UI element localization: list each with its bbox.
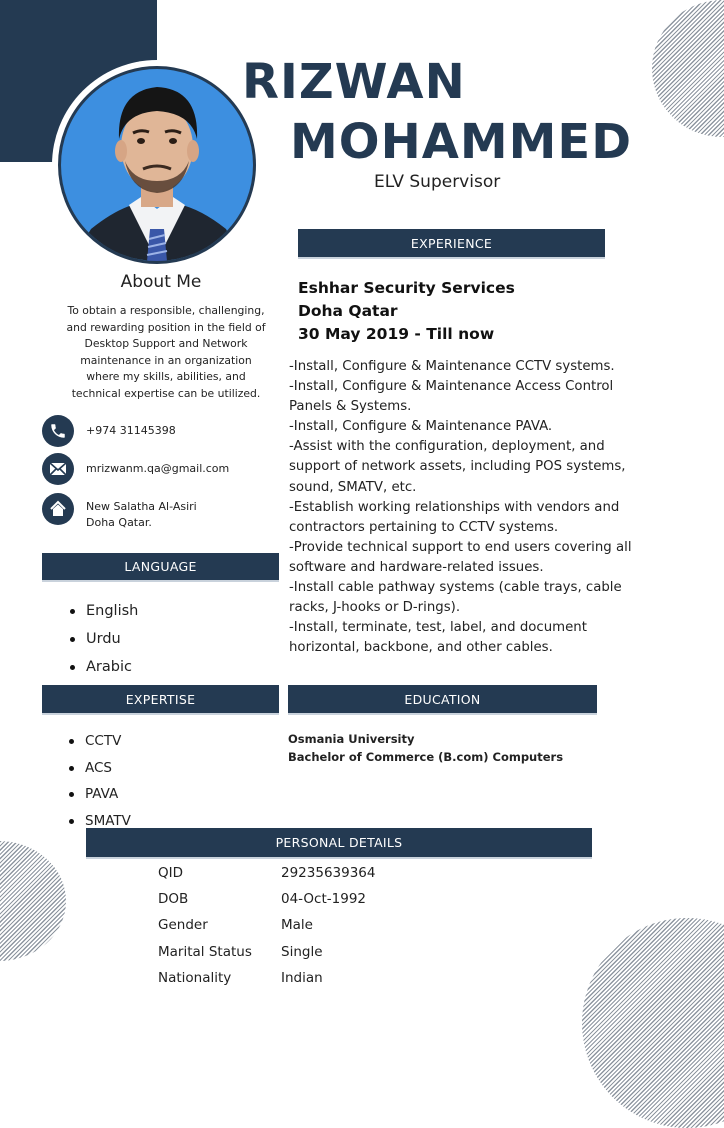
expertise-bar: EXPERTISE (42, 685, 279, 715)
duty-line: -Provide technical support to end users covering all (289, 539, 632, 555)
institution-name: Osmania University (288, 732, 415, 746)
about-heading: About Me (120, 272, 202, 292)
about-line: maintenance in an organization (80, 353, 252, 367)
job-title: ELV Supervisor (374, 172, 501, 192)
duty-line: software and hardware-related issues. (289, 559, 544, 575)
person-silhouette-icon (61, 69, 253, 261)
profile-photo (58, 66, 256, 264)
address-line1: New Salatha Al-Asiri (86, 500, 197, 513)
personal-label-gender: Gender (158, 917, 208, 933)
expertise-list (67, 728, 131, 834)
experience-duties (289, 357, 632, 658)
personal-value-qid: 29235639364 (281, 865, 376, 881)
duty-line: -Assist with the configuration, deployment, and (289, 439, 605, 455)
first-name: RIZWAN (242, 54, 466, 110)
language-list (68, 597, 138, 681)
expertise-item: ACS (67, 755, 131, 782)
language-item: English (68, 597, 138, 625)
personal-label-nationality: Nationality (158, 970, 232, 986)
expertise-item: PAVA (67, 781, 131, 808)
mail-icon (42, 453, 74, 485)
about-line: where my skills, abilities, and (86, 370, 246, 383)
last-name: MOHAMMED (290, 114, 633, 170)
personal-value-marital: Single (281, 944, 323, 960)
address-line2: Doha Qatar. (86, 516, 152, 529)
decorative-hatch-circle-bottom-right (582, 918, 724, 1128)
language-bar: LANGUAGE (42, 553, 279, 582)
education-details (288, 730, 563, 766)
experience-bar: EXPERIENCE (298, 229, 605, 259)
duty-line: Panels & Systems. (289, 399, 412, 415)
language-item: Arabic (68, 653, 138, 681)
decorative-hatch-circle-bottom-left (0, 841, 66, 961)
about-line: Desktop Support and Network (84, 337, 248, 350)
duty-line: -Install, terminate, test, label, and document (289, 620, 587, 636)
personal-label-dob: DOB (158, 891, 189, 907)
personal-value-nationality: Indian (281, 970, 323, 986)
phone-number[interactable]: +974 31145398 (86, 424, 176, 437)
personal-details-bar: PERSONAL DETAILS (86, 828, 592, 859)
personal-value-gender: Male (281, 917, 313, 933)
duty-line: -Install, Configure & Maintenance CCTV systems. (289, 359, 615, 374)
email-address[interactable]: mrizwanm.qa@gmail.com (86, 462, 230, 475)
company-name: Eshhar Security Services (298, 279, 515, 297)
duty-line: contractors pertaining to CCTV systems. (289, 519, 559, 535)
education-bar: EDUCATION (288, 685, 597, 715)
personal-label-marital: Marital Status (158, 944, 252, 960)
duty-line: sound, SMATV, etc. (289, 479, 417, 495)
language-item: Urdu (68, 625, 138, 653)
degree-name: Bachelor of Commerce (B.com) Computers (288, 750, 564, 764)
about-text (42, 303, 290, 402)
duty-line: support of network assets, including POS systems, (289, 459, 626, 475)
duty-line: -Install, Configure & Maintenance PAVA. (289, 419, 553, 435)
about-line: and rewarding position in the field of (66, 320, 266, 334)
address (86, 499, 197, 531)
expertise-item: SMATV (67, 808, 131, 835)
personal-value-dob: 04-Oct-1992 (281, 891, 366, 907)
phone-icon (42, 415, 74, 447)
duty-line: -Install, Configure & Maintenance Access Control (289, 379, 614, 395)
company-location: Doha Qatar (298, 302, 398, 320)
home-icon (42, 493, 74, 525)
about-line: technical expertise can be utilized. (71, 386, 261, 400)
duty-line: horizontal, backbone, and other cables. (289, 640, 553, 656)
duty-line: -Establish working relationships with vendors and (289, 499, 620, 515)
personal-label-qid: QID (158, 865, 184, 881)
duty-line: racks, J-hooks or D-rings). (289, 600, 461, 616)
about-line: To obtain a responsible, challenging, (67, 304, 265, 317)
expertise-item: CCTV (67, 728, 131, 755)
experience-header (298, 277, 515, 346)
decorative-hatch-circle-top-right (652, 0, 724, 137)
duty-line: -Install cable pathway systems (cable trays, cable (289, 580, 622, 596)
employment-period: 30 May 2019 - Till now (298, 325, 495, 343)
